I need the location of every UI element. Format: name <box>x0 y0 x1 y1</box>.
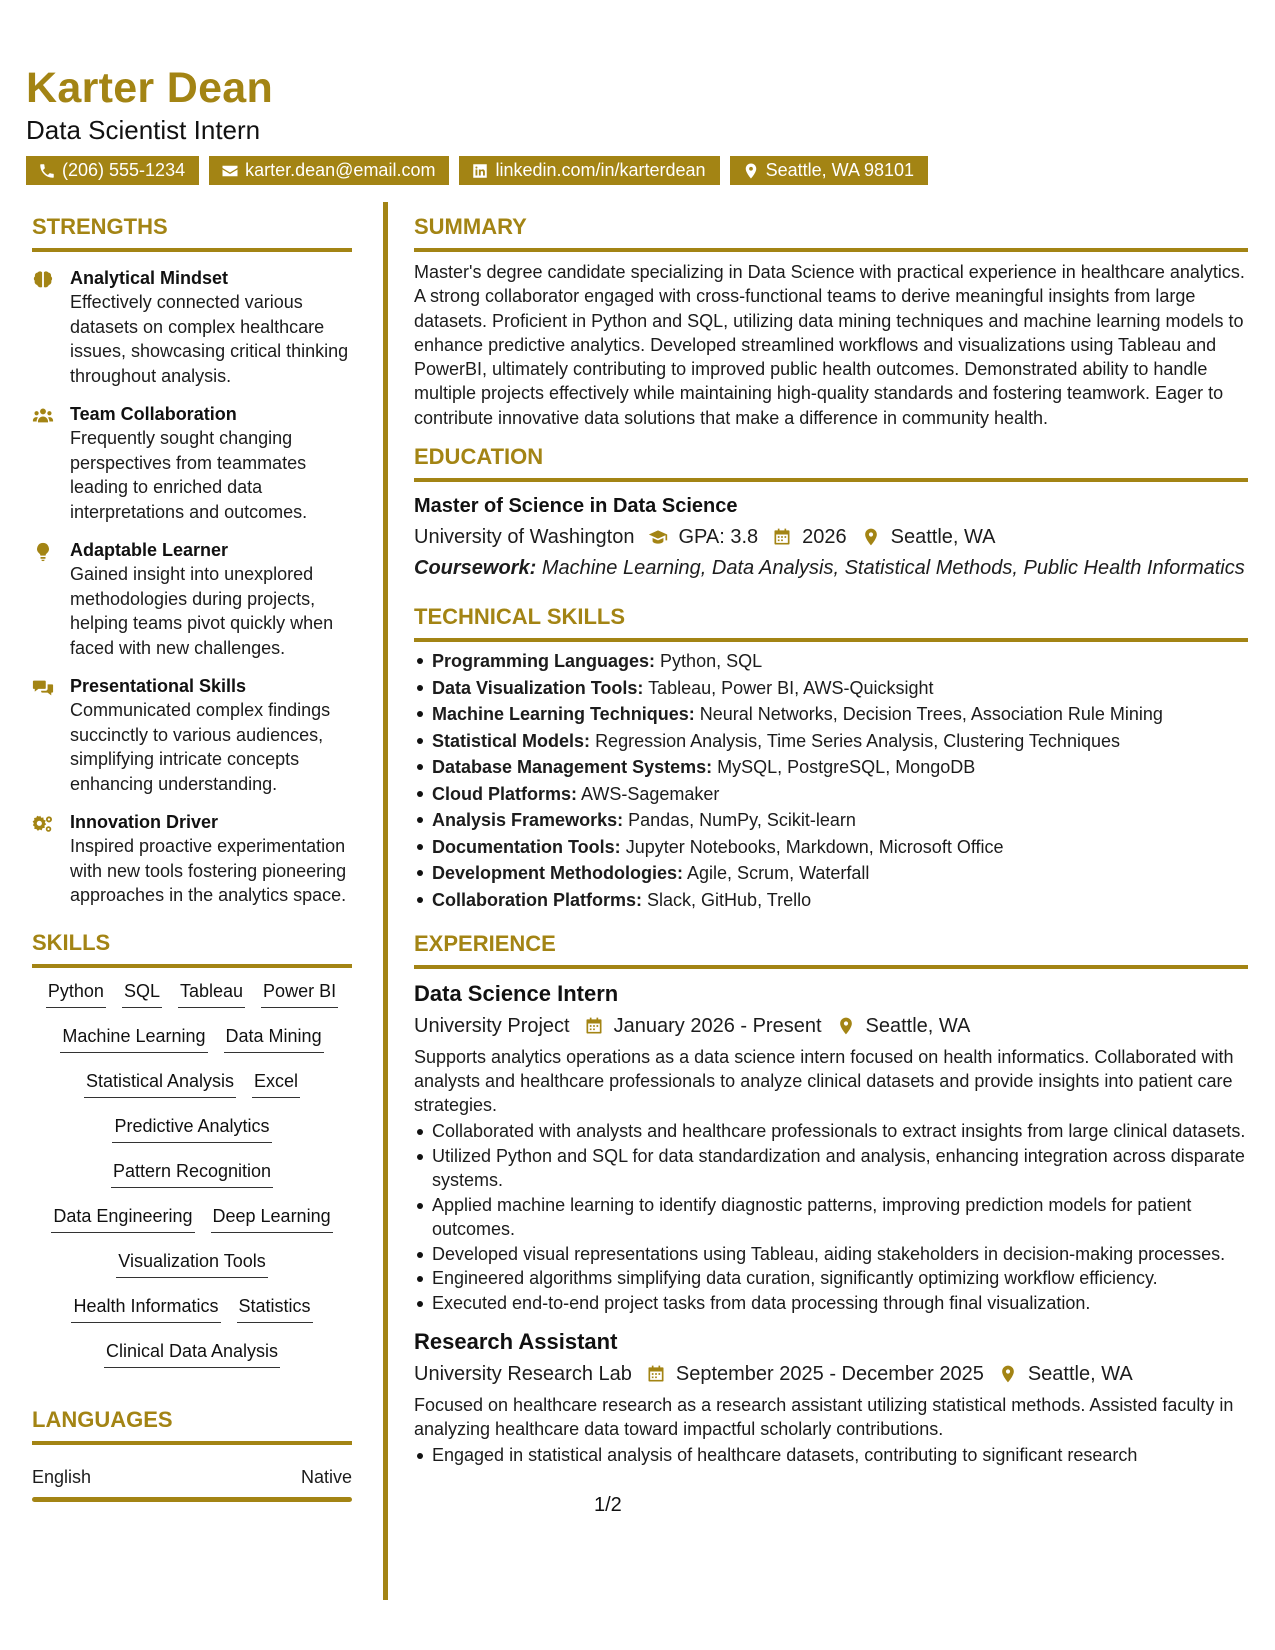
job-meta <box>414 1359 1248 1389</box>
job-description: Supports analytics operations as a data science intern focused on health informatics. Collaborated with analysts and healthcare professionals to analyze clinical datasets and provide insights into patient care strategies. <box>414 1047 1234 1116</box>
list-item <box>414 701 1248 728</box>
skill-value: Agile, Scrum, Waterfall <box>687 863 870 884</box>
contact-phone[interactable] <box>26 156 199 185</box>
section-rule <box>414 638 1248 642</box>
school-name: University of Washington <box>414 526 635 549</box>
strength-name: Adaptable Learner <box>70 540 229 560</box>
skill-label: Programming Languages: <box>432 651 656 672</box>
contact-phone-text: (206) 555-1234 <box>62 160 186 180</box>
section-rule <box>32 1441 352 1445</box>
job-title: Research Assistant <box>414 1329 618 1355</box>
candidate-title: Data Scientist Intern <box>26 115 261 145</box>
skill-value: Jupyter Notebooks, Markdown, Microsoft Office <box>625 836 1004 857</box>
strength-name: Team Collaboration <box>70 404 237 424</box>
skill-tag: Power BI <box>261 978 338 1008</box>
section-rule <box>32 964 352 968</box>
skill-label: Documentation Tools: <box>432 836 621 857</box>
contact-location-text: Seattle, WA 98101 <box>765 160 915 180</box>
skill-label: Collaboration Platforms: <box>432 889 643 910</box>
skill-tag: Deep Learning <box>211 1203 333 1233</box>
job-bullets <box>414 1443 1248 1468</box>
skill-label: Machine Learning Techniques: <box>432 704 695 725</box>
skill-tag: Data Mining <box>224 1023 324 1053</box>
list-item <box>414 648 1248 675</box>
language-name: English <box>32 1466 92 1487</box>
skill-row <box>46 978 338 1023</box>
skill-value: Python, SQL <box>660 651 763 672</box>
skill-label: Cloud Platforms: <box>432 783 578 804</box>
skill-value: Regression Analysis, Time Series Analysis, Clustering Techniques <box>595 730 1120 751</box>
skill-tag: Tableau <box>178 978 245 1008</box>
skill-tag: Statistics <box>237 1293 313 1323</box>
linkedin-icon <box>471 162 489 180</box>
calendar-icon <box>584 1016 604 1036</box>
strength-name: Innovation Driver <box>70 812 219 832</box>
skill-tag: Health Informatics <box>71 1293 220 1323</box>
skill-row <box>112 1113 271 1158</box>
skill-value: Tableau, Power BI, AWS-Quicksight <box>648 677 934 698</box>
contact-location <box>730 156 928 185</box>
list-item <box>414 834 1248 861</box>
list-item <box>414 860 1248 887</box>
education-location: Seattle, WA <box>890 526 996 549</box>
job-location: Seattle, WA <box>1027 1363 1133 1386</box>
skill-tag: Pattern Recognition <box>111 1158 273 1188</box>
skill-tag: Excel <box>252 1068 300 1098</box>
skill-row <box>51 1203 332 1248</box>
skill-label: Data Visualization Tools: <box>432 677 644 698</box>
job-dates: September 2025 - December 2025 <box>675 1363 984 1386</box>
list-item <box>414 754 1248 781</box>
language-level: Native <box>300 1466 352 1487</box>
location-icon <box>861 527 881 547</box>
coursework <box>414 556 1248 580</box>
strength-desc: Gained insight into unexplored methodologies during projects, helping teams pivot quickly when faced with new challenges. <box>70 564 334 658</box>
brain-icon <box>32 269 54 291</box>
languages-heading: LANGUAGES <box>32 1406 173 1432</box>
summary-text: Master's degree candidate specializing in Data Science with practical experience in healthcare analytics. A strong collaborator engaged with cross-functional teams to derive meaningful insights from large datasets. Proficient in Python and SQL, utilizing data mining techniques and machine learning models to enhance predictive analytics. Developed streamlined workflows and visualizations using Tableau and PowerBI, ultimately contributing to improved public health outcomes. Demonstrated ability to handle multiple projects effectively while maintaining high-quality standards and fostering teamwork. Eager to contribute innovative data solutions that make a difference in community health. <box>414 262 1245 428</box>
coursework-label: Coursework: <box>414 557 537 580</box>
job-location: Seattle, WA <box>865 1015 971 1038</box>
list-item: Engineered algorithms simplifying data curation, significantly optimizing workflow efficiency. <box>414 1266 1248 1291</box>
skill-tag: Clinical Data Analysis <box>104 1338 280 1368</box>
column-divider <box>383 202 388 1600</box>
experience-heading: EXPERIENCE <box>414 931 556 957</box>
skill-value: MySQL, PostgreSQL, MongoDB <box>717 757 976 778</box>
list-item: Developed visual representations using Tableau, aiding stakeholders in decision-making processes. <box>414 1242 1248 1267</box>
skill-row <box>84 1068 300 1113</box>
job-dates: January 2026 - Present <box>613 1015 822 1038</box>
contact-bar <box>26 156 1246 185</box>
strength-desc: Effectively connected various datasets on complex healthcare issues, showcasing critical thinking throughout analysis. <box>70 292 349 386</box>
skill-tag: Python <box>46 978 106 1008</box>
technical-skills-list <box>414 648 1248 913</box>
list-item <box>414 781 1248 808</box>
skill-value: Pandas, NumPy, Scikit-learn <box>628 810 856 831</box>
skill-row <box>104 1338 280 1383</box>
strength-item <box>32 538 352 660</box>
section-rule <box>414 965 1248 969</box>
strength-name: Analytical Mindset <box>70 268 229 288</box>
job-org: University Research Lab <box>414 1363 632 1386</box>
skill-row <box>71 1293 312 1338</box>
language-item <box>32 1465 352 1489</box>
summary-heading: SUMMARY <box>414 214 527 239</box>
skill-tag: Visualization Tools <box>116 1248 267 1278</box>
strength-item <box>32 266 352 388</box>
job-title: Data Science Intern <box>414 981 619 1007</box>
skill-value: AWS-Sagemaker <box>581 783 720 804</box>
graduation-cap-icon <box>648 527 668 547</box>
contact-linkedin[interactable] <box>459 156 719 185</box>
strength-item <box>32 674 352 796</box>
lightbulb-icon <box>32 541 54 563</box>
strength-desc: Frequently sought changing perspectives from teammates leading to enriched data interpretations and outcomes. <box>70 428 308 522</box>
skill-value: Neural Networks, Decision Trees, Association Rule Mining <box>699 704 1163 725</box>
skill-label: Statistical Models: <box>432 730 591 751</box>
skill-value: Slack, GitHub, Trello <box>647 889 812 910</box>
education-heading: EDUCATION <box>414 444 544 470</box>
skill-tag: Statistical Analysis <box>84 1068 236 1098</box>
page-number: 1/2 <box>594 1494 622 1516</box>
language-level-bar <box>32 1497 352 1502</box>
education-meta <box>414 522 1248 552</box>
contact-email[interactable] <box>209 156 449 185</box>
list-item: Executed end-to-end project tasks from data processing through final visualization. <box>414 1291 1248 1316</box>
degree-name: Master of Science in Data Science <box>414 495 738 518</box>
skill-tag: Machine Learning <box>60 1023 207 1053</box>
skills-heading: SKILLS <box>32 929 111 955</box>
technical-skills-heading: TECHNICAL SKILLS <box>414 604 626 630</box>
list-item <box>414 887 1248 914</box>
strength-name: Presentational Skills <box>70 676 247 696</box>
calendar-icon <box>646 1364 666 1384</box>
list-item: Engaged in statistical analysis of healthcare datasets, contributing to significant research <box>414 1443 1248 1468</box>
skill-label: Database Management Systems: <box>432 757 713 778</box>
graduation-year: 2026 <box>802 526 847 549</box>
phone-icon <box>38 162 56 180</box>
location-icon <box>836 1016 856 1036</box>
job-description: Focused on healthcare research as a research assistant utilizing statistical methods. Assisted faculty in analyzing healthcare data toward impactful scholarly contributions. <box>414 1395 1234 1440</box>
comments-icon <box>32 677 54 699</box>
list-item: Collaborated with analysts and healthcare professionals to extract insights from large clinical datasets. <box>414 1119 1248 1144</box>
list-item: Utilized Python and SQL for data standardization and analysis, enhancing integration across disparate systems. <box>414 1144 1248 1193</box>
skills-cloud <box>32 978 352 1383</box>
skill-tag: SQL <box>122 978 162 1008</box>
skill-row <box>116 1248 267 1293</box>
users-icon <box>32 405 54 427</box>
strengths-heading: STRENGTHS <box>32 214 168 239</box>
location-icon <box>998 1364 1018 1384</box>
job-meta <box>414 1011 1248 1041</box>
left-column <box>32 212 352 1502</box>
gears-icon <box>32 813 54 835</box>
gpa: GPA: 3.8 <box>678 526 759 549</box>
location-icon <box>742 162 760 180</box>
skill-label: Development Methodologies: <box>432 863 684 884</box>
job-bullets <box>414 1119 1248 1315</box>
skill-tag: Data Engineering <box>51 1203 194 1233</box>
strength-item <box>32 402 352 524</box>
strength-desc: Communicated complex findings succinctly to various audiences, simplifying intricate concepts enhancing understanding. <box>70 700 331 794</box>
resume-header <box>26 62 1246 185</box>
list-item <box>414 675 1248 702</box>
section-rule <box>414 478 1248 482</box>
list-item <box>414 728 1248 755</box>
list-item <box>414 807 1248 834</box>
skill-row <box>111 1158 273 1203</box>
right-column <box>414 212 1248 1468</box>
contact-email-text: karter.dean@email.com <box>245 160 436 180</box>
skill-label: Analysis Frameworks: <box>432 810 624 831</box>
strength-item <box>32 810 352 908</box>
section-rule <box>414 248 1248 252</box>
candidate-name: Karter Dean <box>26 64 274 112</box>
contact-linkedin-text: linkedin.com/in/karterdean <box>495 160 706 180</box>
coursework-list: Machine Learning, Data Analysis, Statistical Methods, Public Health Informatics <box>541 557 1245 580</box>
skill-row <box>60 1023 323 1068</box>
strength-desc: Inspired proactive experimentation with new tools fostering pioneering approaches in the analytics space. <box>70 836 347 905</box>
list-item: Applied machine learning to identify diagnostic patterns, improving prediction models for patient outcomes. <box>414 1193 1248 1242</box>
section-rule <box>32 248 352 252</box>
skill-tag: Predictive Analytics <box>112 1113 271 1143</box>
envelope-icon <box>221 162 239 180</box>
calendar-icon <box>772 527 792 547</box>
job-org: University Project <box>414 1015 570 1038</box>
